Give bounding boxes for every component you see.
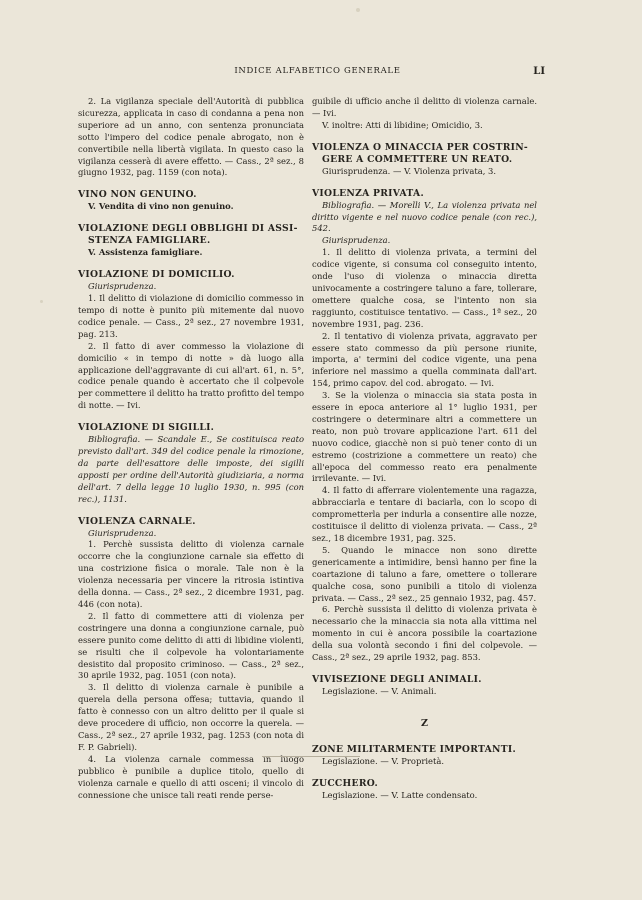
cross-reference: Legislazione. — V. Proprietà. (322, 755, 444, 766)
entry-heading: ZONE MILITARMENTE IMPORTANTI. (312, 743, 516, 755)
header-title: INDICE ALFABETICO GENERALE (234, 66, 401, 76)
entry-text: 1. Il delitto di violazione di domicilio commesso in tempo di notte è punito più mitemente dal nuovo codice penale. — Cass., 2ª sez., 27 novembre 1931, pag. 213. (78, 293, 304, 339)
entry-text: 3. Se la violenza o minaccia sia stata posta in essere in epoca anteriore al 1° luglio 1931, per costringere o determinare altri a commettere un reato, non può trovare applicazione l'art. 611 del nuovo codice, giacchè non si può tener conto di un estremo (costrizione a commettere un reato) che all'epoca del commesso reato era penalmente irrilevante. — Ivi. (312, 390, 537, 484)
entry-heading (312, 142, 537, 166)
entry-heading-line: STENZA FAMIGLIARE. (88, 235, 211, 247)
paper-speck (356, 8, 360, 12)
entry-text: 2. Il fatto di commettere atti di violenza per costringere una donna a congiunzione carnale, può essere punito come delitto di atti di libidine violenti, se risulti che il colpevole ha volontariamente desistito dal proposito criminoso. — Cass., 2ª sez., 30 aprile 1932, pag. 1051 (con nota). (78, 610, 304, 681)
cross-reference: V. inoltre: Atti di libidine; Omicidio, 3. (322, 119, 483, 130)
bibliography: Bibliografia. — Morelli V., La violenza privata nel diritto vigente e nel nuovo codice penale (con rec.), 542. (312, 199, 537, 234)
entry-heading (78, 223, 304, 247)
subheading: Giurisprudenza. (88, 281, 157, 292)
entry-text: 4. Il fatto di afferrare violentemente una ragazza, abbracciarla e tentare di baciarla, con lo scopo di comprometterla per indurla a consentire alle nozze, costituisce il delitto di violenza privata. — Cass., 2ª sez., 18 dicembre 1931, pag. 325. (312, 485, 537, 543)
entry-heading: VIOLAZIONE DI SIGILLI. (78, 422, 215, 434)
bibliography: Bibliografia. — Scandale E., Se costituisca reato previsto dall'art. 349 del codice penale la rimozione, da parte dell'esattore delle imposte, dei sigilli apposti per ordine dell'Autorità giudiziaria, a norma dell'art. 7 della legge 10 luglio 1930, n. 995 (con rec.), 1131. (78, 434, 304, 504)
entry-text: 1. Perchè sussista delitto di violenza carnale occorre che la congiunzione carnale sia effetto di una costrizione fisica o morale. Tale non è la violenza necessaria per vincere la ritrosia istintiva della donna. — Cass., 2ª sez., 2 dicembre 1931, pag. 446 (con nota). (78, 539, 304, 609)
cross-reference: Legislazione. — V. Latte condensato. (322, 789, 478, 800)
entry-heading: VIVISEZIONE DEGLI ANIMALI. (312, 673, 482, 685)
entry-heading-line: VIOLENZA O MINACCIA PER COSTRIN- (312, 141, 529, 153)
section-letter: Z (421, 717, 428, 729)
entry-text: 5. Quando le minacce non sono dirette genericamente a intimidire, bensì hanno per fine la coartazione di taluno a fare, omettere o tollerare qualche cosa, sono punibili a titolo di violenza privata. — Cass., 2ª sez., 25 gennaio 1932, pag. 457. (312, 544, 537, 603)
entry-text: guibile di ufficio anche il delitto di violenza carnale. — Ivi. (312, 96, 537, 118)
cross-reference: V. Vendita di vino non genuino. (88, 201, 234, 212)
cross-reference: Legislazione. — V. Animali. (322, 685, 437, 696)
entry-heading-line: GERE A COMMETTERE UN REATO. (322, 153, 513, 165)
entry-text: 2. La vigilanza speciale dell'Autorità di pubblica sicurezza, applicata in caso di condanna a pena non superiore ad un anno, con sentenza pronunciata sotto l'impero del codice penale abrogato, non è convertibile nella libertà vigilata. In questo caso la vigilanza cesserà di avere effetto. — Cass., 2ª sez., 8 giugno 1932, pag. 1159 (con nota). (78, 96, 304, 178)
entry-heading: VIOLENZA CARNALE. (78, 515, 196, 527)
entry-text: 1. Il delitto di violenza privata, a termini del codice vigente, si consuma col conseguito intento, onde l'uso di violenza o minaccia diretta univocamente a costringere taluno a fare, tollerare, omettere qualche cosa, se l'intento non sia raggiunto, costituisce tentativo. — Cass., 1ª sez., 20 novembre 1931, pag. 236. (312, 247, 537, 329)
entry-text: 6. Perchè sussista il delitto di violenza privata è necessario che la minaccia sia nota alla vittima nel momento in cui è ancora possibile la coartazione della sua volontà secondo i fini del colpevole. — Cass., 2ª sez., 29 aprile 1932, pag. 853. (312, 604, 537, 663)
subheading: Giurisprudenza. (88, 527, 157, 538)
cross-reference: V. Assistenza famigliare. (88, 247, 203, 258)
page-number: LI (533, 66, 545, 77)
cross-reference: Giurisprudenza. — V. Violenza privata, 3. (322, 165, 497, 176)
entry-text: 2. Il fatto di aver commesso la violazione di domicilio « in tempo di notte » dà luogo alla applicazione dell'aggravante di cui all'art. 61, n. 5°, codice penale quando è accertato che il colpevole per commettere il delitto ha tratto profitto del tempo di notte. — Ivi. (78, 340, 304, 411)
right-column (312, 96, 537, 802)
entry-text: 4. La violenza carnale commessa in luogo pubblico è punibile a duplice titolo, quello di violenza carnale e quello di atti osceni; il vincolo di connessione che unisce tali reati rende perse- (78, 753, 304, 800)
entry-heading-line: VIOLAZIONE DEGLI OBBLIGHI DI ASSI- (78, 223, 298, 235)
left-column (78, 96, 304, 801)
subheading: Giurisprudenza. (322, 235, 391, 246)
entry-text: 3. Il delitto di violenza carnale è punibile a querela della persona offesa; tuttavia, quando il fatto è connesso con un altro delitto per il quale si deve procedere di ufficio, non occorre la querela. — Cass., 2ª sez., 27 aprile 1932, pag. 1253 (con nota di F. P. Gabrieli). (78, 682, 304, 752)
end-rule (262, 756, 360, 757)
entry-heading: VIOLAZIONE DI DOMICILIO. (78, 269, 235, 281)
entry-heading: VIOLENZA PRIVATA. (312, 187, 424, 199)
paper-speck (40, 300, 43, 303)
entry-heading: ZUCCHERO. (312, 777, 379, 789)
entry-heading: VINO NON GENUINO. (78, 189, 197, 201)
running-header (90, 66, 545, 82)
entry-text: 2. Il tentativo di violenza privata, aggravato per essere stato commesso da più persone riunite, importa, a' termini del codice vigente, una pena inferiore nel massimo a quella comminata dall'art. 154, primo capov. del cod. abrogato. — Ivi. (312, 330, 537, 389)
